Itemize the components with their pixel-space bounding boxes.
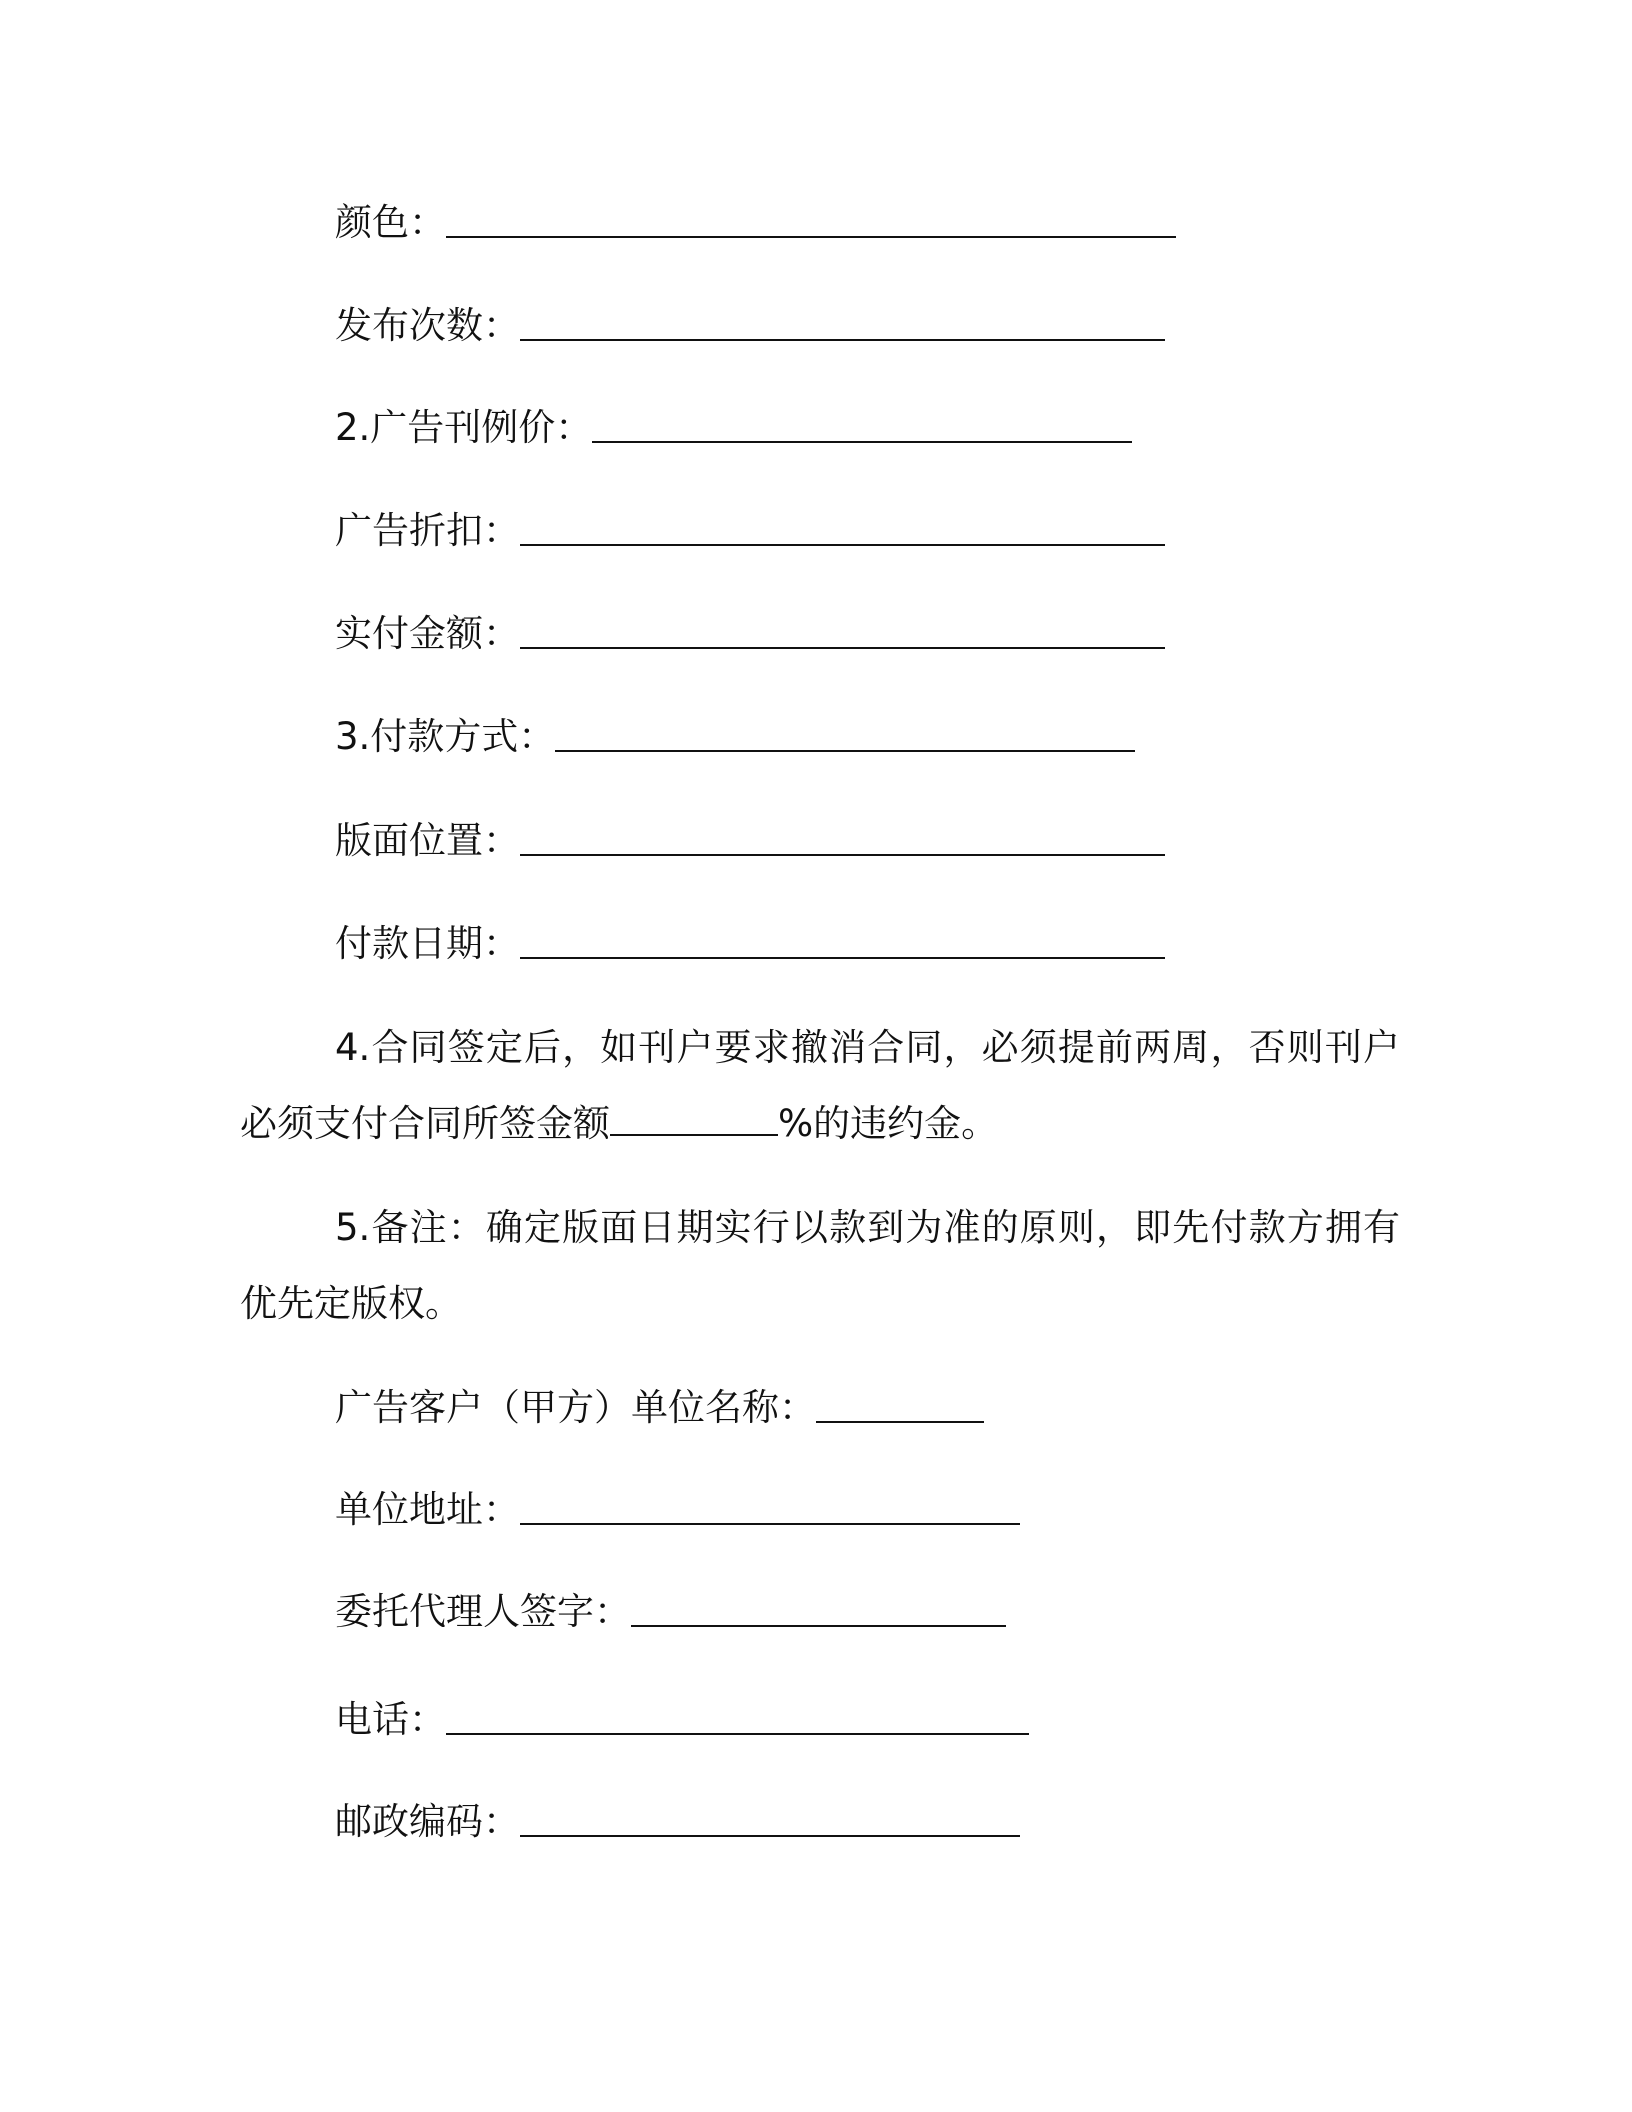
field-phone [335, 1697, 1029, 1743]
field-client-name [335, 1385, 984, 1431]
fill-blank[interactable] [520, 1805, 1020, 1837]
field-label: 委托代理人签字： [335, 1590, 631, 1633]
field-times [335, 303, 1165, 349]
field-label: 电话： [335, 1698, 446, 1741]
field-amount [335, 611, 1165, 657]
fill-blank[interactable] [520, 309, 1165, 341]
field-label: 实付金额： [335, 612, 520, 655]
field-price [335, 405, 1132, 451]
field-payment-method [335, 714, 1135, 760]
clause-5 [240, 1190, 1400, 1342]
penalty-percent-blank[interactable] [610, 1106, 778, 1136]
fill-blank[interactable] [520, 927, 1165, 959]
fill-blank[interactable] [520, 824, 1165, 856]
fill-blank[interactable] [631, 1595, 1006, 1627]
clause-4 [240, 1010, 1400, 1162]
field-label: 广告客户（甲方）单位名称： [335, 1386, 816, 1429]
field-label: 3.付款方式： [335, 715, 556, 758]
field-address [335, 1487, 1020, 1533]
field-label: 付款日期： [335, 922, 520, 965]
field-color [335, 200, 1176, 246]
field-discount [335, 508, 1165, 554]
fill-blank[interactable] [520, 1493, 1020, 1525]
fill-blank[interactable] [520, 514, 1165, 546]
fill-blank[interactable] [446, 206, 1176, 238]
field-label: 邮政编码： [335, 1800, 520, 1843]
field-position [335, 818, 1165, 864]
field-agent-sign [335, 1589, 1006, 1635]
field-label: 发布次数： [335, 304, 520, 347]
field-label: 版面位置： [335, 819, 520, 862]
fill-blank[interactable] [592, 411, 1132, 443]
clause-5-text: 5.备注：确定版面日期实行以款到为准的原则，即先付款方拥有优先定版权。 [240, 1206, 1400, 1325]
field-label: 广告折扣： [335, 509, 520, 552]
fill-blank[interactable] [555, 720, 1135, 752]
clause-4-tail: %的违约金。 [778, 1102, 999, 1145]
field-label: 颜色： [335, 201, 446, 244]
fill-blank[interactable] [520, 617, 1165, 649]
fill-blank[interactable] [816, 1391, 984, 1423]
field-label: 单位地址： [335, 1488, 520, 1531]
clause-4-text: 4.合同签定后，如刊户要求撤消合同，必须提前两周，否则刊户必须支付合同所签金额 [240, 1026, 1400, 1145]
field-label: 2.广告刊例价： [335, 406, 593, 449]
field-payment-date [335, 921, 1165, 967]
fill-blank[interactable] [446, 1703, 1029, 1735]
field-postcode [335, 1799, 1020, 1845]
